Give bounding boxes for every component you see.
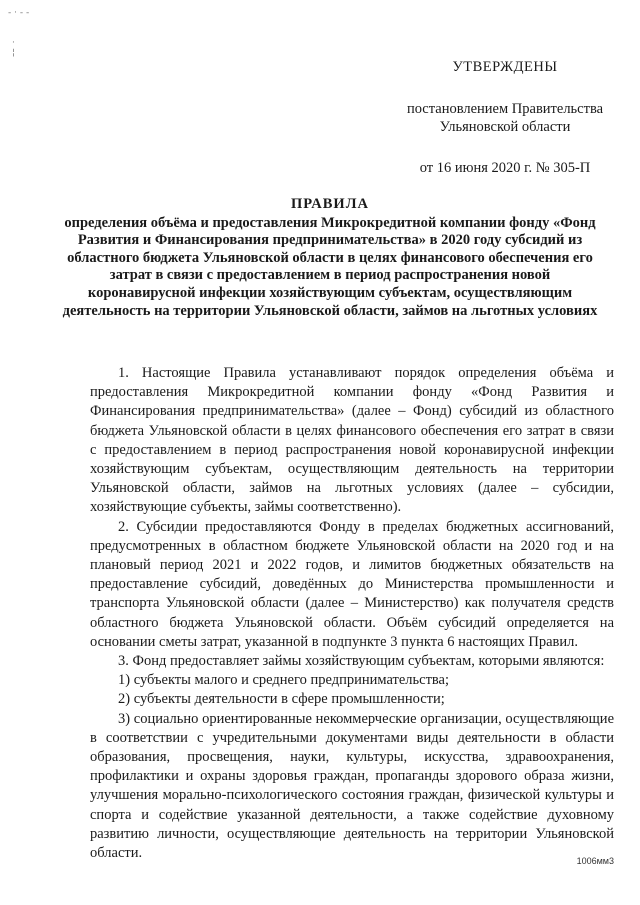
- approval-heading: УТВЕРЖДЕНЫ: [452, 59, 558, 75]
- document-body: [90, 364, 614, 863]
- approval-date: от 16 июня 2020 г. № 305-П: [419, 160, 591, 176]
- approval-stamp: [395, 58, 615, 177]
- list-item: 2) субъекты деятельности в сфере промышленности;: [118, 691, 445, 708]
- document-title: [60, 196, 600, 320]
- approval-line: Ульяновской области: [439, 119, 571, 135]
- scan-artifact-mark: - · ‐ ‐: [8, 8, 30, 18]
- title-main: ПРАВИЛА: [291, 196, 369, 212]
- paragraph-2: 2. Субсидии предоставляются Фонду в пределах бюджетных ассигнований, предусмотренных в областном бюджете Ульяновской области на 2020 год и на плановый период 2021 и 2022 годов, и лимитов бюджетных обязательств на предоставление субсидий, доведённых до Министерства промышленности и транспорта Ульяновской области (далее – Министерство) как получателя средств областного бюджета Ульяновской области. Объём субсидий определяется на основании сметы затрат, указанной в подпункте 3 пункта 6 настоящих Правил.: [90, 518, 614, 650]
- scan-artifact-mark: · ¦: [12, 38, 16, 58]
- footer-code: 1006мм3: [576, 856, 614, 866]
- list-item: 3) социально ориентированные некоммерческие организации, осуществляющие в соответствии с учредительными документами виды деятельности в области образования, просвещения, науки, культуры, искусства, здравоохранения, профилактики и охраны здоровья граждан, пропаганды здорового образа жизни, улучшения морально-психологического состояния граждан, физической культуры и спорта и содействие указанной деятельности, а также содействие духовному развитию личности, осуществляющие деятельность на территории Ульяновской области.: [90, 710, 614, 862]
- paragraph-3: 3. Фонд предоставляет займы хозяйствующим субъектам, которыми являются:: [118, 653, 605, 670]
- approval-line: постановлением Правительства: [406, 101, 604, 117]
- title-subtitle: определения объёма и предоставления Микрокредитной компании фонду «Фонд Развития и Финансирования предпринимательства» в 2020 году субсидий из областного бюджета Ульяновской области в целях финансового обеспечения его затрат в связи с предоставлением в период распространения новой коронавирусной инфекции хозяйствующим субъектам, осуществляющим деятельность на территории Ульяновской области, займов на льготных условиях: [62, 214, 598, 319]
- paragraph-1: 1. Настоящие Правила устанавливают порядок определения объёма и предоставления Микрокредитной компании фонду «Фонд Развития и Финансирования предпринимательства» (далее – Фонд) субсидий из областного бюджета Ульяновской области в целях финансового обеспечения его затрат в связи с предоставлением в период распространения новой коронавирусной инфекции хозяйствующим субъектам, осуществляющим деятельность на территории Ульяновской области, займов на льготных условиях (далее – субсидии, хозяйствующие субъекты, займы соответственно).: [90, 365, 614, 516]
- list-item: 1) субъекты малого и среднего предпринимательства;: [118, 672, 450, 689]
